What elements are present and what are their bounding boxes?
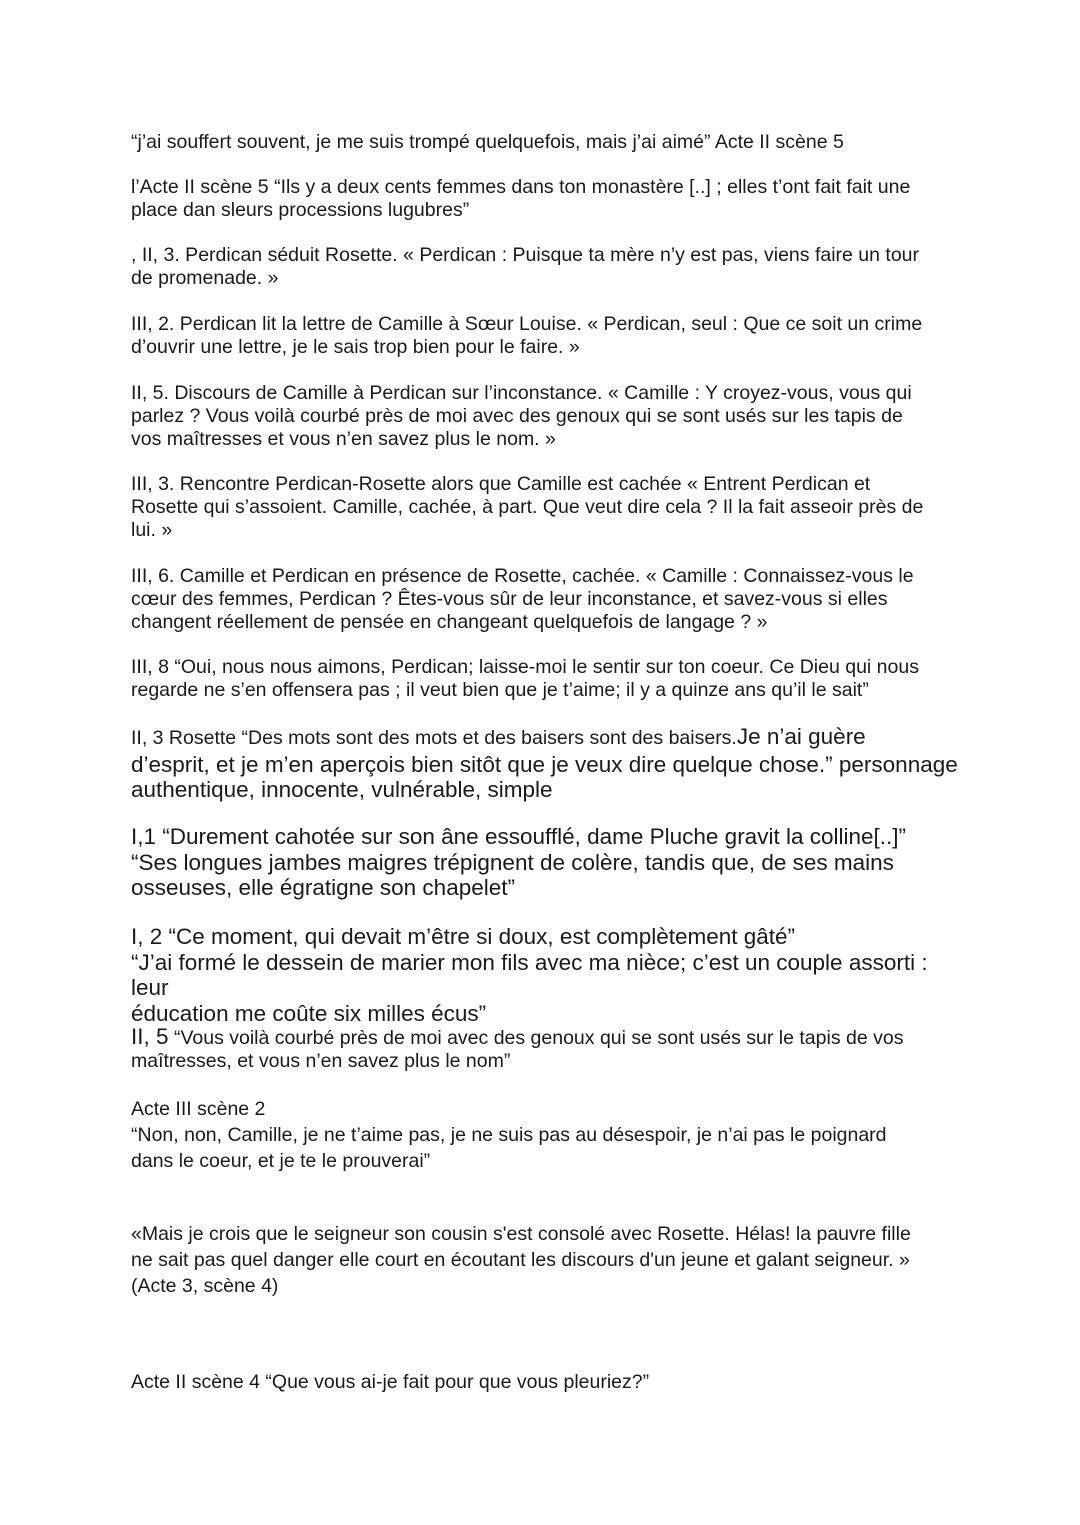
- quote-2-3-promenade: , II, 3. Perdican séduit Rosette. « Perdican : Puisque ta mère n’y est pas, viens faire un tour de promenade. »: [131, 244, 919, 289]
- quote-3-6-coeur-des-femmes: III, 6. Camille et Perdican en présence de Rosette, cachée. « Camille : Connaissez-vous le cœur des femmes, Perdican ? Êtes-vous sûr de leur inconstance, et savez-vous si elles changent réellement de pensée en changeant quelquefois de langage ? »: [131, 565, 914, 633]
- quote-1-1-dame-pluche: I,1 “Durement cahotée sur son âne essoufflé, dame Pluche gravit la colline[..]” “Ses longues jambes maigres trépignent de colère, tandis que, de ses mains osseuses, elle égratigne son chapelet”: [131, 824, 906, 900]
- quote-3-8-aimons: III, 8 “Oui, nous nous aimons, Perdican; laisse-moi le sentir sur ton coeur. Ce Dieu qui nous regarde ne s’en offensera pas ; il veut bien que je t’aime; il y a quinze ans qu’il le sait”: [131, 656, 919, 701]
- quote-2-3-rosette: [131, 724, 961, 803]
- quote-3-3-rencontre: III, 3. Rencontre Perdican-Rosette alors que Camille est cachée « Entrent Perdican et Rosette qui s’assoient. Camille, cachée, à part. Que veut dire cela ? Il la fait asseoir près de lui. »: [131, 473, 924, 541]
- quote-2-5-genoux: [131, 1025, 961, 1073]
- quote-acte3-scene2-poignard: Acte III scène 2 “Non, non, Camille, je ne t’aime pas, je ne suis pas au désespoir, je n’ai pas le poignard dans le coeur, et je te le prouverai”: [131, 1098, 887, 1172]
- quote-2-3-rosette-start: II, 3 Rosette “Des mots sont des mots et des baisers sont des baisers.: [131, 727, 737, 749]
- quote-2-5-genoux-ref: II, 5: [131, 1024, 169, 1049]
- quote-acte2-scene5-monastere: l’Acte II scène 5 “Ils y a deux cents femmes dans ton monastère [..] ; elles t’ont fait fait une place dan sleurs processions lugubres”: [131, 176, 911, 221]
- quote-acte2-scene5-aime: “j’ai souffert souvent, je me suis trompé quelquefois, mais j’ai aimé” Acte II scène 5: [131, 131, 844, 153]
- quote-2-5-genoux-text: “Vous voilà courbé près de moi avec des genoux qui se sont usés sur le tapis de vos maîtresses, et vous n’en savez plus le nom”: [131, 1027, 904, 1072]
- quote-acte2-scene4-pleuriez: Acte II scène 4 “Que vous ai-je fait pour que vous pleuriez?”: [131, 1371, 650, 1393]
- quote-3-2-lettre: III, 2. Perdican lit la lettre de Camille à Sœur Louise. « Perdican, seul : Que ce soit un crime d’ouvrir une lettre, je le sais trop bien pour le faire. »: [131, 313, 923, 358]
- quote-acte3-scene4-rosette: «Mais je crois que le seigneur son cousin s'est consolé avec Rosette. Hélas! la pauvre fille ne sait pas quel danger elle court en écoutant les discours d'un jeune et galant seigneur. » (Acte 3, scène 4): [131, 1223, 911, 1297]
- quote-2-3-rosette-rest: Je n’ai guère d’esprit, et je m’en aperçois bien sitôt que je veux dire quelque chose.” personnage authentique, innocente, vulnérable, simple: [131, 724, 958, 802]
- quote-2-5-inconstance: II, 5. Discours de Camille à Perdican sur l’inconstance. « Camille : Y croyez-vous, vous qui parlez ? Vous voilà courbé près de moi avec des genoux qui se sont usés sur les tapis de vos maîtresses et vous n’en savez plus le nom. »: [131, 382, 912, 450]
- quote-1-2-moment: I, 2 “Ce moment, qui devait m’être si doux, est complètement gâté” “J’ai formé le dessein de marier mon fils avec ma nièce; c’est un couple assorti : leur éducation me coûte six milles écus”: [131, 924, 928, 1026]
